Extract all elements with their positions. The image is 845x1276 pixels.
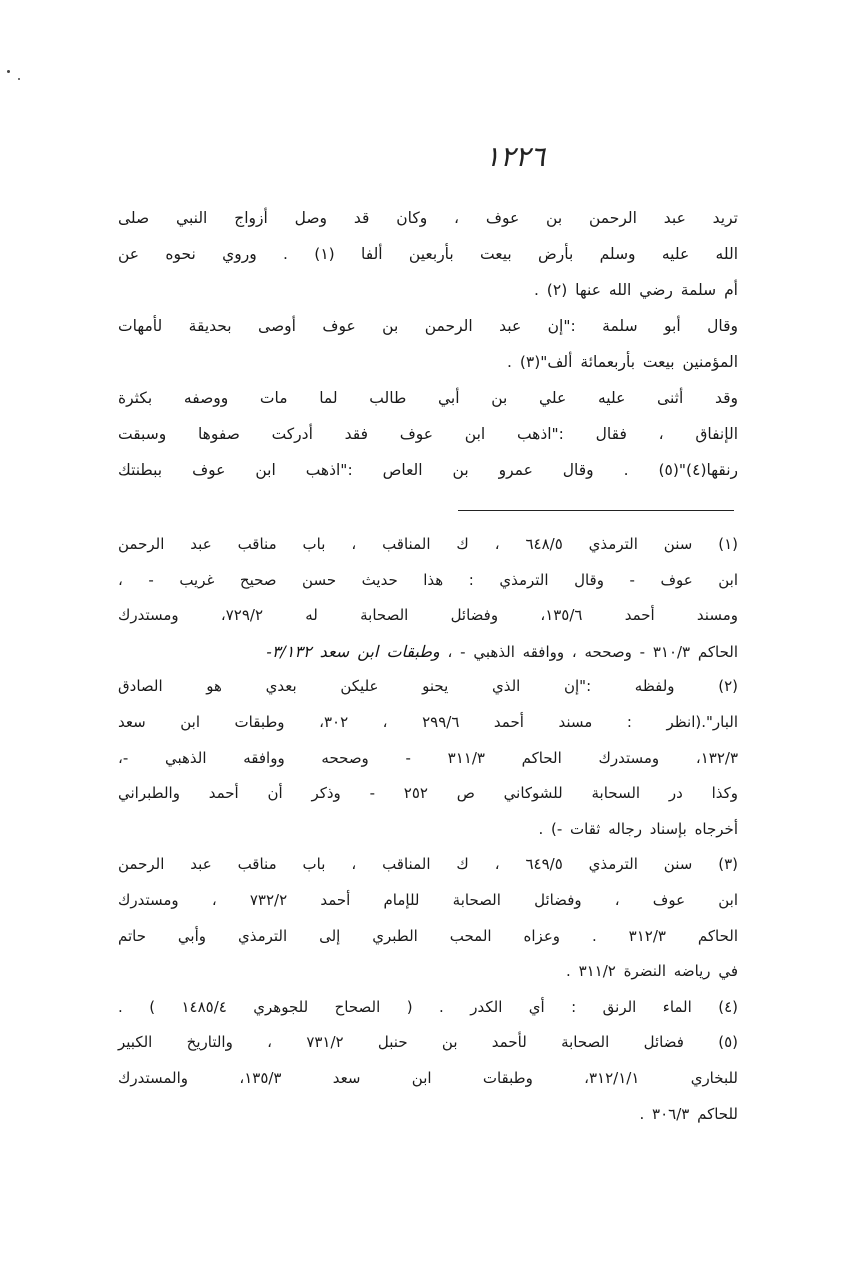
footnote-line: أخرجاه بإسناد رجاله ثقات -) .	[538, 819, 738, 838]
footnotes	[118, 527, 738, 1132]
text-line: المؤمنين بيعت بأربعمائة ألف"(٣) .	[506, 353, 738, 371]
footnote-line-text: الحاكم ٣١٠/٣ - وصححه ، ووافقه الذهبي - ،	[447, 642, 738, 661]
footnote-line: ١٣٢/٣، ومستدرك الحاكم ٣١١/٣ - وصححه ووافقه الذهبي -،	[118, 748, 738, 767]
footnote-line: (٥) فضائل الصحابة لأحمد بن حنبل ٧٣١/٢ ، والتاريخ الكبير	[118, 1033, 738, 1052]
text-line: أم سلمة رضي الله عنها (٢) .	[533, 281, 738, 299]
footnote-line: (١) سنن الترمذي ٦٤٨/٥ ، ك المناقب ، باب مناقب عبد الرحمن	[118, 535, 738, 553]
scan-speck	[18, 78, 20, 80]
footnote-line: للحاكم ٣٠٦/٣ .	[639, 1104, 738, 1123]
footnote-line: ابن عوف - وقال الترمذي : هذا حديث حسن صحيح غريب - ،	[118, 570, 738, 589]
main-text	[118, 200, 738, 488]
footnote-line: (٤) الماء الرنق : أي الكدر . ( الصحاح للجوهري ١٤٨٥/٤ ) .	[118, 997, 739, 1016]
handwritten-insertion: وطبقات ابن سعد ٣/١٣٢-	[266, 641, 440, 661]
footnote-line: البار".(انظر : مسند أحمد ٢٩٩/٦ ، ٣٠٢، وطبقات ابن سعد	[118, 712, 738, 731]
text-line: رنقها(٤)"(٥) . وقال عمرو بن العاص :"اذهب ابن عوف ببطنتك	[118, 461, 738, 479]
footnote-line: للبخاري ٣١٢/١/١، وطبقات ابن سعد ١٣٥/٣، والمستدرك	[118, 1068, 739, 1087]
footnote-separator	[458, 510, 734, 511]
footnote-line: في رياضه النضرة ٣١١/٢ .	[566, 962, 738, 981]
footnote-line: وكذا در السحابة للشوكاني ص ٢٥٢ - وذكر أن أحمد والطبراني	[118, 784, 738, 803]
footnote-line: (٢) ولفظه :"إن الذي يحنو عليكن بعدي هو الصادق	[118, 677, 738, 696]
text-line: وقد أثنى عليه علي بن أبي طالب لما مات ووصفه بكثرة	[118, 389, 738, 407]
text-line: تريد عبد الرحمن بن عوف ، وكان قد وصل أزواج النبي صلى	[118, 209, 738, 227]
footnote-line: ابن عوف ، وفضائل الصحابة للإمام أحمد ٧٣٢/٢ ، ومستدرك	[118, 890, 739, 909]
text-line: الإنفاق ، فقال :"اذهب ابن عوف فقد أدركت صفوها وسبقت	[118, 425, 738, 443]
page-number: ١٢٢٦	[484, 140, 546, 173]
footnote-line	[102, 634, 738, 670]
text-line: وقال أبو سلمة :"إن عبد الرحمن بن عوف أوصى بحديقة لأمهات	[118, 317, 738, 335]
footnote-line: الحاكم ٣١٢/٣ . وعزاه المحب الطبري إلى الترمذي وأبي حاتم	[118, 926, 738, 945]
scan-speck	[7, 70, 10, 73]
footnote-line: ومسند أحمد ١٣٥/٦، وفضائل الصحابة له ٧٢٩/٢، ومستدرك	[118, 606, 738, 625]
footnote-line: (٣) سنن الترمذي ٦٤٩/٥ ، ك المناقب ، باب مناقب عبد الرحمن	[118, 855, 738, 874]
text-line: الله عليه وسلم بأرض بيعت بأربعين ألفا (١) . وروي نحوه عن	[118, 245, 739, 263]
